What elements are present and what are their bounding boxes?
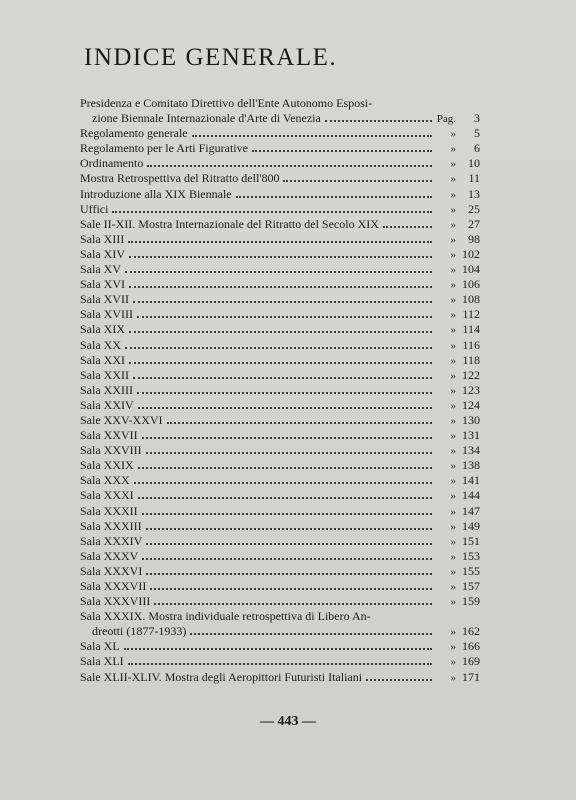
page-marker: » (450, 188, 456, 201)
entry-title-line2: zione Biennale Internazionale d'Arte di Venezia (92, 111, 321, 126)
entry-title: Sala XXXI (80, 488, 134, 503)
toc-entry (80, 564, 480, 579)
entry-title: Regolamento per le Arti Figurative (80, 141, 248, 156)
toc-entry (80, 428, 480, 443)
entry-title: Introduzione alla XIX Biennale (80, 186, 232, 201)
toc-entry (80, 383, 480, 398)
page-number-ref: 114 (462, 322, 480, 337)
toc-entry (80, 307, 480, 322)
toc-entry (80, 171, 480, 186)
dot-leader (128, 655, 432, 665)
entry-title: Regolamento generale (80, 126, 188, 141)
toc-entry (80, 609, 480, 639)
page-number-ref: 144 (462, 488, 480, 503)
page-number-ref: 166 (462, 639, 480, 654)
entry-title: Sala XL (80, 639, 120, 654)
dot-leader (138, 459, 432, 469)
dot-leader (125, 339, 432, 349)
entry-title: Sala XIX (80, 322, 125, 337)
page-number-ref: 98 (468, 231, 480, 246)
dot-leader (167, 414, 432, 424)
page-number-ref: 118 (462, 352, 480, 367)
dot-leader (125, 263, 432, 273)
entry-title: Sala XXI (80, 352, 125, 367)
page-marker: » (450, 279, 456, 292)
entry-title: Sala XXIII (80, 382, 133, 397)
dot-leader (129, 248, 432, 258)
dot-leader (142, 429, 432, 439)
toc-entry (80, 202, 480, 217)
page-marker: » (450, 520, 456, 533)
page-number-ref: 122 (462, 367, 480, 382)
entry-title: Sala XX (80, 337, 121, 352)
page-marker: » (450, 656, 456, 669)
entry-title-line2: dreotti (1877-1933) (92, 624, 187, 639)
page-marker: » (450, 264, 456, 277)
page-number-ref: 159 (462, 594, 480, 609)
page-number-ref: 124 (462, 397, 480, 412)
toc-entry (80, 654, 480, 669)
page-marker: » (450, 309, 456, 322)
dot-leader (134, 474, 432, 484)
dot-leader (146, 535, 432, 545)
entry-title: Sala XXXVII (80, 579, 147, 593)
page-marker: » (450, 490, 456, 503)
dot-leader (146, 444, 432, 454)
toc-entry (80, 141, 480, 156)
page-marker: » (450, 475, 456, 488)
page-marker: » (450, 626, 456, 639)
page-marker: » (450, 354, 456, 367)
entry-title: Ordinamento (80, 156, 144, 171)
entry-title: Sala XV (80, 262, 121, 277)
dot-leader (146, 565, 432, 575)
entry-title: Sale XXV-XXVI (80, 412, 163, 427)
page-number-ref: 10 (468, 156, 480, 171)
page-number-ref: 153 (462, 548, 480, 563)
dot-leader (325, 112, 432, 122)
page-number-ref: 162 (462, 624, 480, 639)
toc-entry (80, 353, 480, 368)
dot-leader (128, 233, 432, 243)
page-marker: » (450, 248, 456, 261)
page-number-ref: 134 (462, 443, 480, 458)
toc-entry (80, 368, 480, 383)
entry-title-line1: Sala XXXIX. Mostra individuale retrospettiva di Libero An- (80, 609, 371, 624)
toc-entry (80, 549, 480, 564)
dot-leader (150, 580, 432, 590)
toc-entry (80, 670, 480, 685)
toc-entry (80, 232, 480, 247)
entry-title: Sala XXXII (80, 503, 138, 518)
page-number-ref: 106 (462, 277, 480, 292)
toc-entry (80, 187, 480, 202)
toc-entry (80, 156, 480, 171)
dot-leader (190, 625, 432, 635)
dot-leader (192, 127, 432, 137)
toc-entry (80, 413, 480, 428)
page-marker: » (450, 550, 456, 563)
page-number-ref: 5 (474, 126, 480, 141)
toc-entry (80, 292, 480, 307)
toc-entry (80, 579, 480, 594)
toc-entry (80, 458, 480, 473)
page-number-ref: 6 (474, 141, 480, 156)
page-marker: » (450, 414, 456, 427)
entry-title: Sala XIV (80, 246, 125, 261)
dot-leader (112, 203, 432, 213)
entry-title: Sala XLI (80, 654, 124, 669)
dot-leader (129, 278, 432, 288)
page-number-ref: 27 (468, 216, 480, 231)
page-marker: » (450, 173, 456, 186)
entry-title: Sala XXII (80, 367, 129, 382)
entry-title-line1: Presidenza e Comitato Direttivo dell'Ente Autonomo Esposi- (80, 96, 373, 110)
toc-entry (80, 639, 480, 654)
page-marker: » (450, 641, 456, 654)
dot-leader (133, 293, 432, 303)
toc-entry (80, 473, 480, 488)
dot-leader (366, 671, 432, 681)
toc-entry (80, 504, 480, 519)
page-number-ref: 131 (462, 428, 480, 443)
entry-title: Sala XVI (80, 277, 125, 292)
entry-title: Sale XLII-XLIV. Mostra degli Aeropittori Futuristi Italiani (80, 669, 363, 684)
page-marker: » (450, 324, 456, 337)
dot-leader (146, 520, 432, 530)
page-number: — 443 — (260, 714, 316, 729)
page-number-ref: 3 (474, 111, 480, 126)
page-number-ref: 116 (462, 337, 480, 352)
page-number-ref: 123 (462, 382, 480, 397)
page-marker: » (450, 158, 456, 171)
page-marker: » (450, 596, 456, 609)
table-of-contents (80, 96, 480, 685)
entry-title: Sale II-XII. Mostra Internazionale del Ritratto del Secolo XIX (80, 216, 379, 231)
entry-title: Sala XXXIV (80, 533, 143, 548)
page-number-ref: 11 (468, 171, 480, 186)
page-marker: » (450, 203, 456, 216)
page-marker: » (450, 671, 456, 684)
entry-title: Sala XXXVI (80, 563, 143, 578)
dot-leader (236, 188, 432, 198)
page-marker: » (450, 369, 456, 382)
toc-entry (80, 338, 480, 353)
page-marker: » (450, 460, 456, 473)
page-marker: » (450, 128, 456, 141)
page-number-ref: 138 (462, 458, 480, 473)
toc-entry (80, 247, 480, 262)
dot-leader (147, 157, 432, 167)
page-number-ref: 102 (462, 246, 480, 261)
page-marker: » (450, 505, 456, 518)
toc-entry (80, 277, 480, 292)
entry-title: Sala XXVIII (80, 443, 142, 458)
entry-title: Sala XXVII (80, 428, 138, 443)
dot-leader (283, 172, 432, 182)
page-marker: » (450, 143, 456, 156)
page-marker: » (450, 535, 456, 548)
dot-leader (129, 323, 432, 333)
toc-entry (80, 217, 480, 232)
dot-leader (383, 218, 432, 228)
page-number-ref: 112 (462, 307, 480, 322)
page-number-ref: 141 (462, 473, 480, 488)
page-marker: Pag. (436, 113, 456, 126)
dot-leader (124, 640, 432, 650)
dot-leader (142, 505, 432, 515)
entry-title: Sala XXX (80, 473, 130, 488)
entry-title: Uffici (80, 201, 109, 216)
page-marker: » (450, 565, 456, 578)
entry-continuation (80, 624, 480, 639)
dot-leader (133, 369, 432, 379)
toc-entry (80, 398, 480, 413)
toc-entry (80, 519, 480, 534)
entry-continuation (80, 111, 480, 126)
page-number-ref: 157 (462, 579, 480, 593)
entry-title: Sala XVII (80, 292, 129, 307)
dot-leader (154, 595, 432, 605)
entry-title: Sala XVIII (80, 307, 133, 322)
page-marker: » (450, 339, 456, 352)
toc-entry (80, 96, 480, 126)
toc-entry (80, 126, 480, 141)
toc-entry (80, 534, 480, 549)
toc-entry (80, 488, 480, 503)
page-marker: » (450, 233, 456, 246)
entry-title: Sala XXIX (80, 458, 134, 473)
dot-leader (137, 308, 432, 318)
page-number-ref: 108 (462, 292, 480, 307)
dot-leader (252, 142, 432, 152)
dot-leader (129, 354, 432, 364)
page-number-ref: 25 (468, 201, 480, 216)
entry-title: Sala XXXVIII (80, 594, 151, 609)
page-marker: » (450, 430, 456, 443)
page-marker: » (450, 218, 456, 231)
dot-leader (138, 489, 432, 499)
page-marker: » (450, 294, 456, 307)
dot-leader (138, 399, 432, 409)
page-title: INDICE GENERALE. (84, 44, 338, 71)
page-number-ref: 171 (462, 669, 480, 684)
page-number-ref: 149 (462, 518, 480, 533)
dot-leader (137, 384, 432, 394)
page-number-ref: 155 (462, 563, 480, 578)
dot-leader (142, 550, 432, 560)
entry-title: Sala XIII (80, 231, 125, 246)
toc-entry (80, 322, 480, 337)
entry-title: Mostra Retrospettiva del Ritratto dell'800 (80, 171, 280, 186)
entry-title: Sala XXXV (80, 548, 139, 563)
toc-entry (80, 594, 480, 609)
toc-entry (80, 262, 480, 277)
page-number-ref: 169 (462, 654, 480, 669)
page-number-ref: 151 (462, 533, 480, 548)
page-marker: » (450, 384, 456, 397)
page-number-ref: 104 (462, 262, 480, 277)
entry-title: Sala XXXIII (80, 518, 142, 533)
page-marker: » (450, 445, 456, 458)
entry-title: Sala XXIV (80, 397, 134, 412)
page-marker: » (450, 399, 456, 412)
page-number-ref: 130 (462, 412, 480, 427)
page-number-ref: 13 (468, 186, 480, 201)
page-marker: » (450, 581, 456, 593)
toc-entry (80, 443, 480, 458)
page-number-ref: 147 (462, 503, 480, 518)
